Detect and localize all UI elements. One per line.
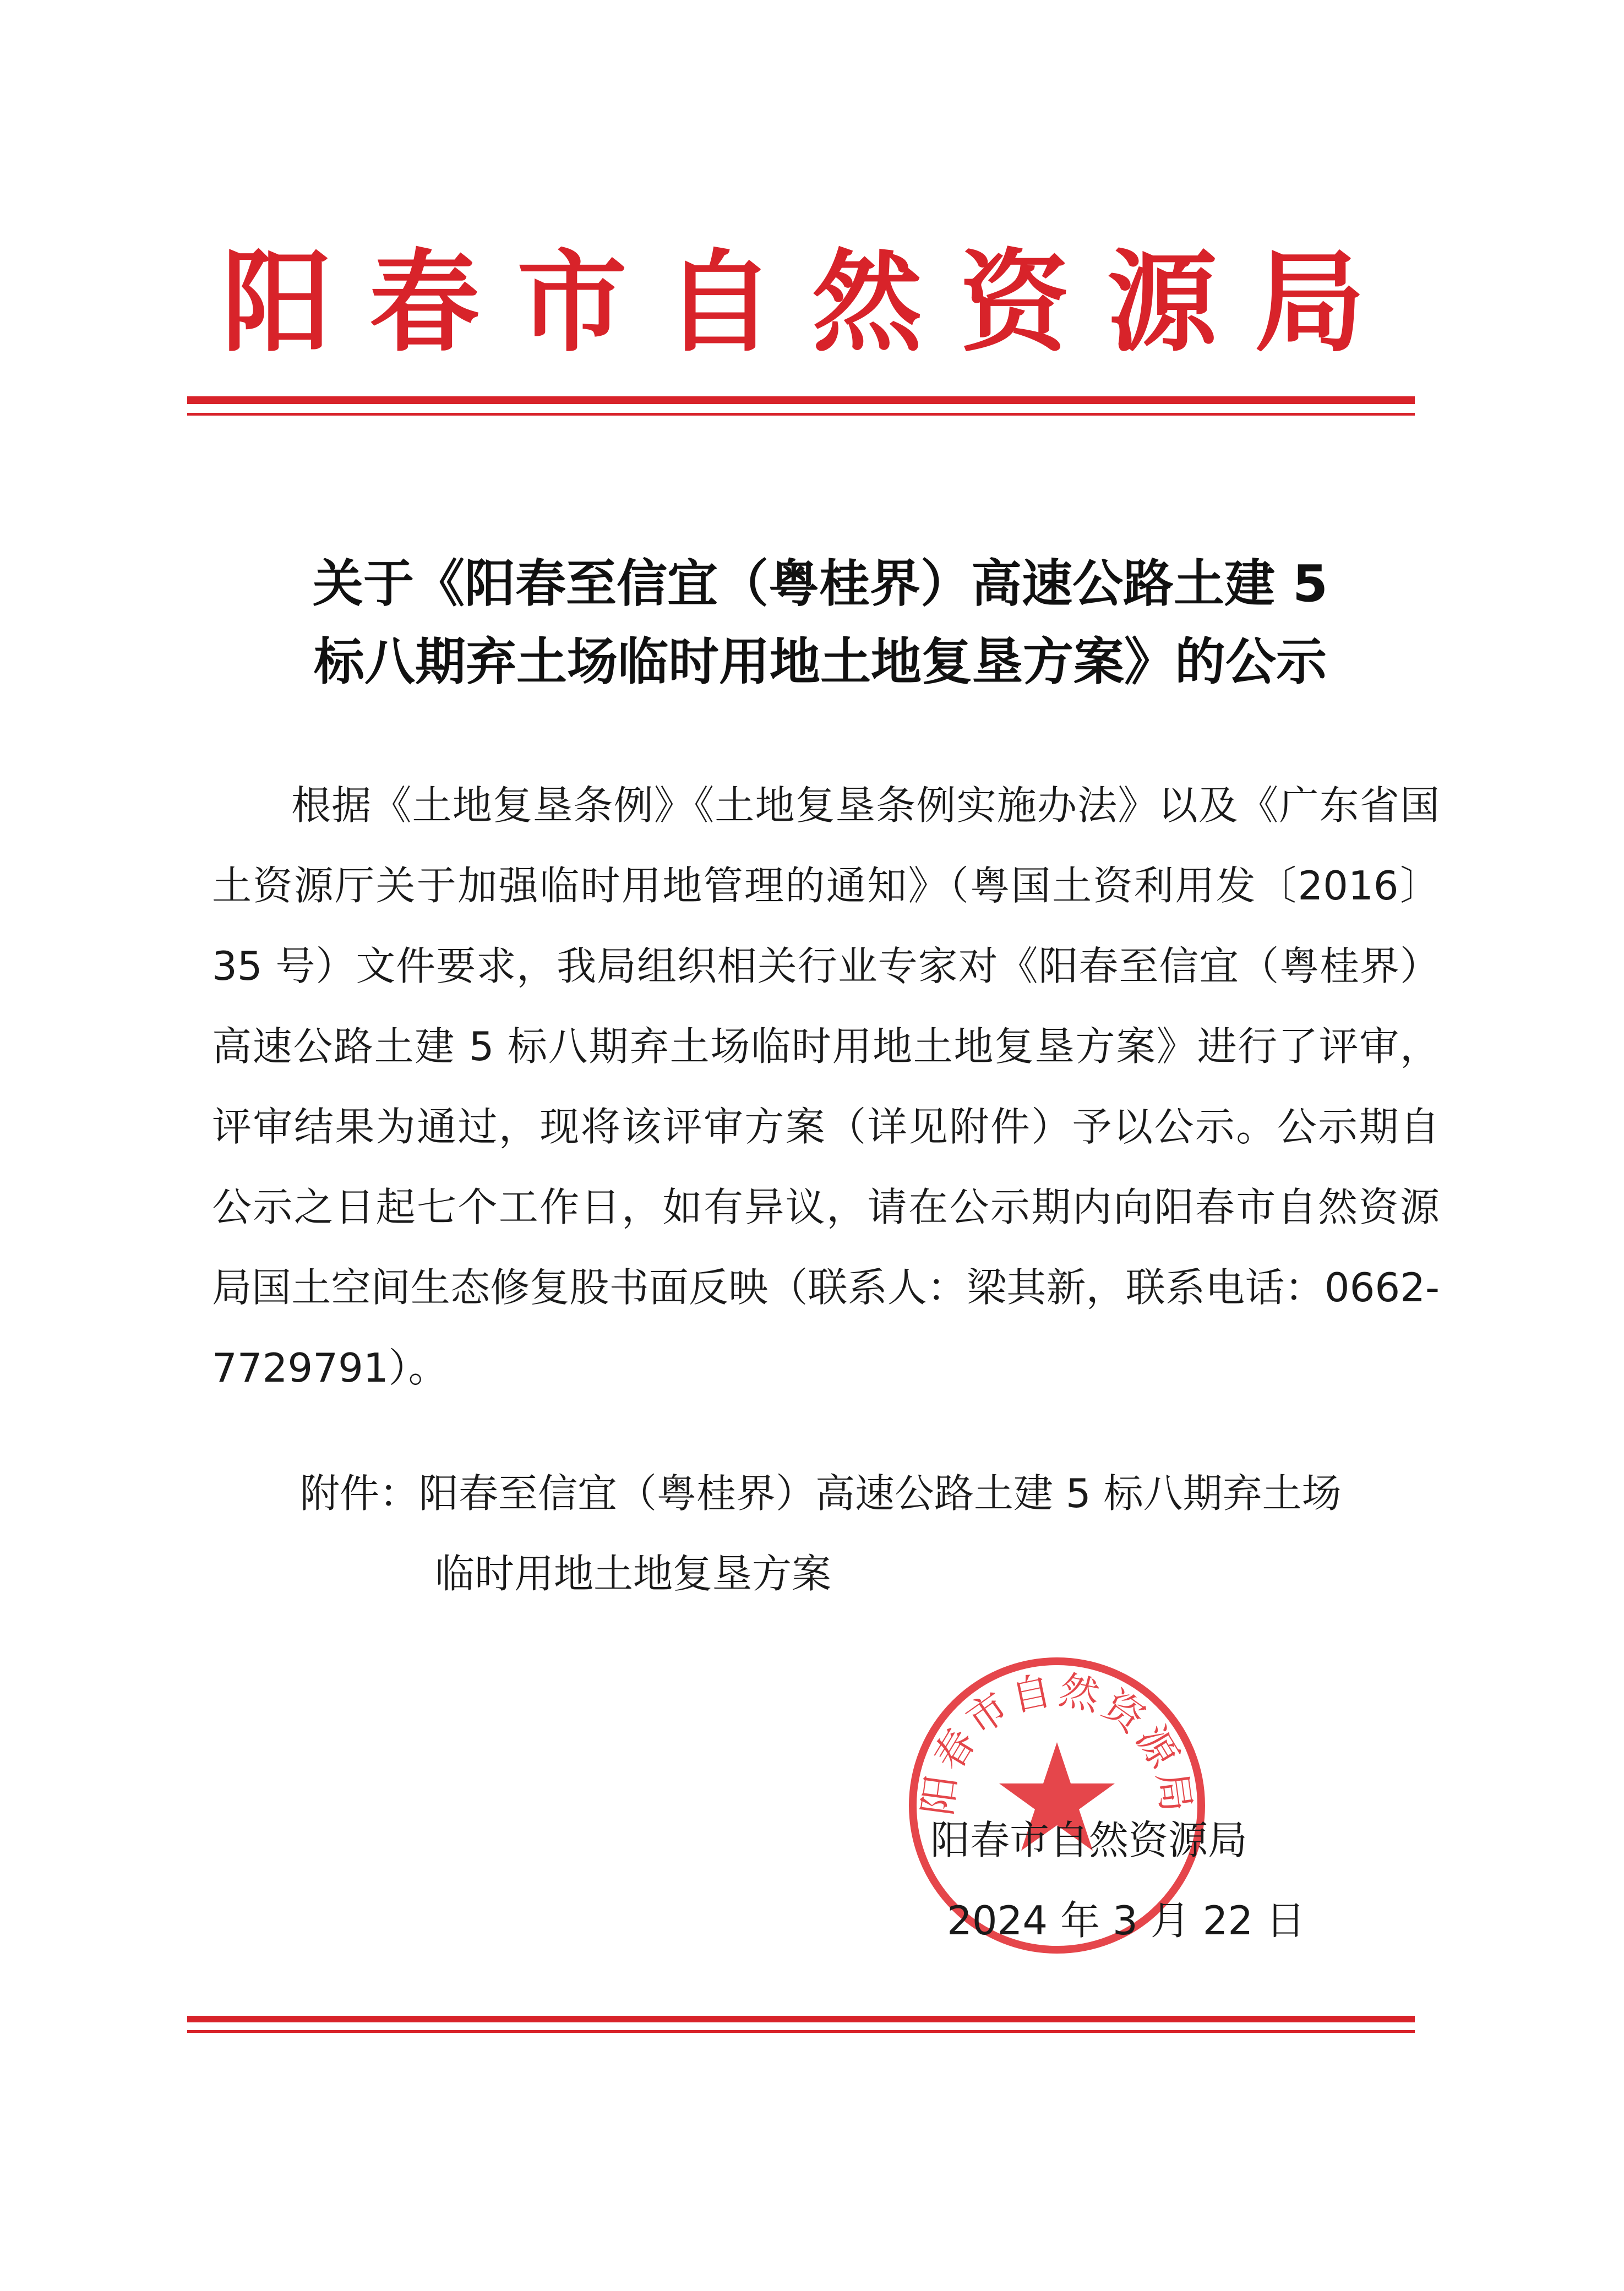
notice-title xyxy=(209,545,1431,701)
seal-text: 阳春市自然资源局 xyxy=(914,1666,1200,1818)
letterhead-rule-thick xyxy=(187,396,1415,404)
footer-rule-thin xyxy=(187,2030,1415,2033)
notice-title-line-2: 标八期弃土场临时用地土地复垦方案》的公示 xyxy=(313,632,1327,691)
signature-org: 阳春市自然资源局 xyxy=(930,1817,1248,1863)
attachment-line-2: 临时用地土地复垦方案 xyxy=(435,1551,832,1597)
letterhead-title: 阳春市自然资源局 xyxy=(221,238,1402,367)
letterhead-rule-thin xyxy=(187,413,1415,416)
notice-body: 根据《土地复垦条例》《土地复垦条例实施办法》以及《广东省国土资源厅关于加强临时用地管理的通知》（粤国土资利用发〔2016〕35 号）文件要求，我局组织相关行业专家对《阳春至信宜（粤桂界）高速公路土建 5 标八期弃土场临时用地土地复垦方案》进行了评审，评审结果为通过，现将该评审方案（详见附件）予以公示。公示期自公示之日起七个工作日，如有异议，请在公示期内向阳春市自然资源局国土空间生态修复股书面反映（联系人：梁其新，联系电话：0662-7729791）。 xyxy=(212,782,1440,1391)
signature-block xyxy=(930,1800,1327,1961)
attachment-line-1: 附件：阳春至信宜（粤桂界）高速公路土建 5 标八期弃土场 xyxy=(300,1470,1342,1517)
signature-date: 2024 年 3 月 22 日 xyxy=(947,1897,1306,1944)
attachment-note xyxy=(300,1453,1440,1614)
footer-rule-thick xyxy=(187,2016,1415,2022)
notice-title-line-1: 关于《阳春至信宜（粤桂界）高速公路土建 5 xyxy=(312,554,1328,613)
